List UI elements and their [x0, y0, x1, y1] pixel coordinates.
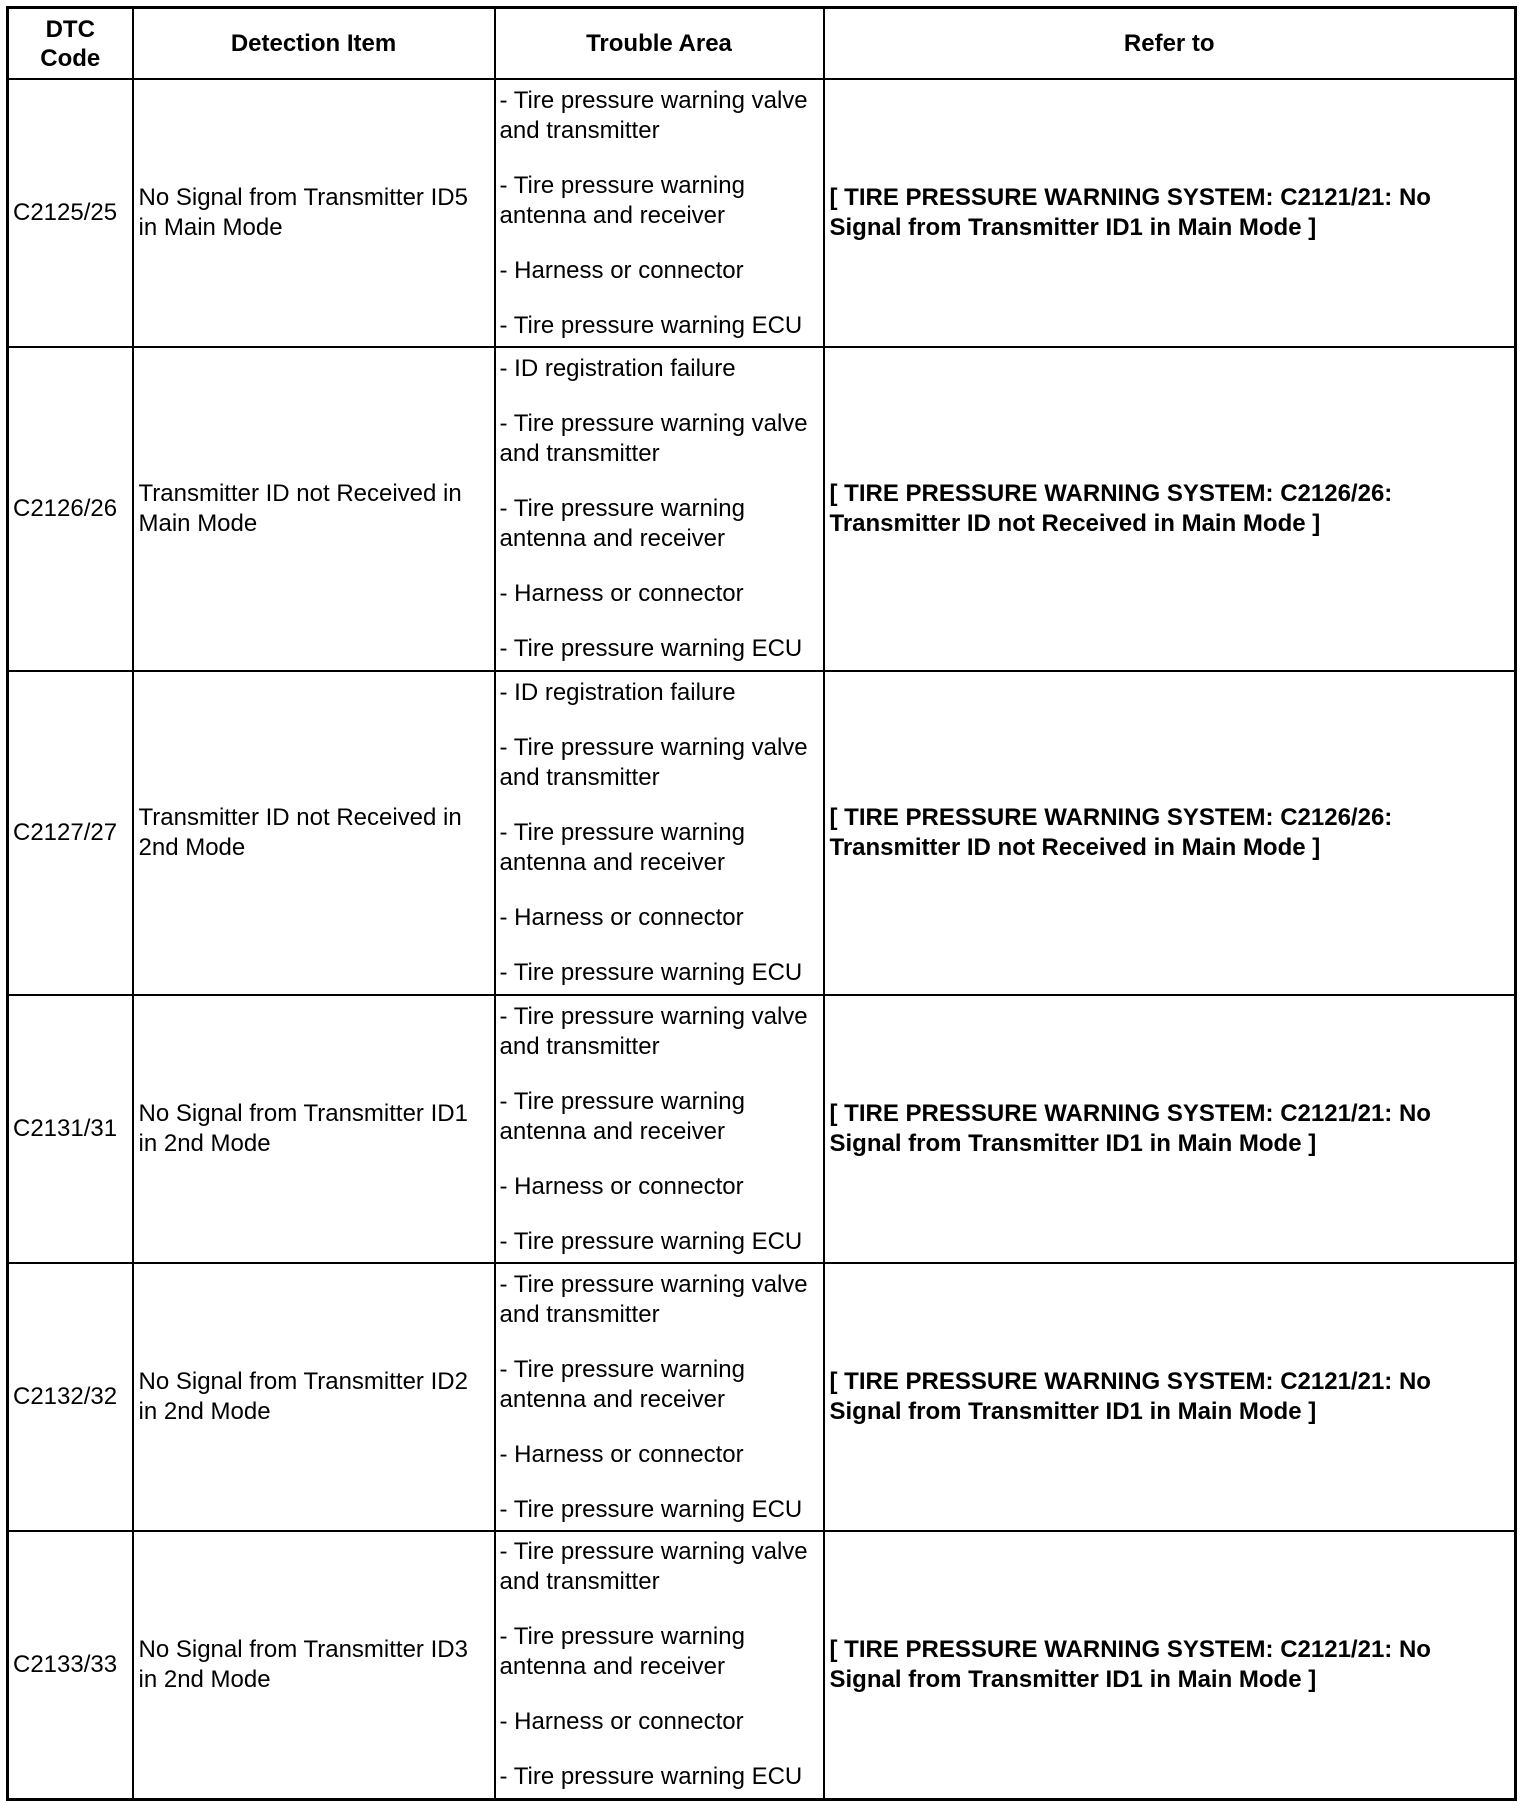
trouble-area-item: - Tire pressure warning ECU [499, 635, 803, 662]
trouble-area-item: - Tire pressure warning antenna and receiver [499, 495, 745, 552]
detection-item-cell: Transmitter ID not Received in 2nd Mode [133, 671, 495, 995]
trouble-area-item: - Tire pressure warning ECU [499, 1227, 803, 1255]
refer-to-link[interactable]: [ TIRE PRESSURE WARNING SYSTEM: C2121/21: No Signal from Transmitter ID1 in Main Mode ] [824, 79, 1516, 347]
refer-to-link[interactable]: [ TIRE PRESSURE WARNING SYSTEM: C2121/21: No Signal from Transmitter ID1 in Main Mode ] [824, 995, 1516, 1263]
dtc-code-cell: C2133/33 [8, 1531, 133, 1799]
header-detection-item: Detection Item [133, 8, 495, 80]
trouble-area-item: - Tire pressure warning valve and transmitter [499, 1002, 808, 1060]
trouble-area-cell [495, 1263, 824, 1531]
dtc-code-cell: C2125/25 [8, 79, 133, 347]
trouble-area-cell [495, 671, 824, 995]
trouble-area-cell [495, 79, 824, 347]
trouble-area-item: - Harness or connector [499, 1440, 744, 1468]
refer-to-link[interactable]: [ TIRE PRESSURE WARNING SYSTEM: C2121/21: No Signal from Transmitter ID1 in Main Mode ] [824, 1263, 1516, 1531]
header-trouble-area: Trouble Area [495, 8, 824, 80]
trouble-area-item: - Tire pressure warning valve and transmitter [499, 1270, 808, 1328]
table-row [8, 995, 1516, 1263]
trouble-area-item: - Tire pressure warning ECU [499, 1763, 803, 1791]
table-row [8, 671, 1516, 995]
trouble-area-item: - Tire pressure warning valve and transmitter [499, 1538, 808, 1596]
trouble-area-item: - Harness or connector [499, 256, 744, 284]
trouble-area-cell [495, 347, 824, 671]
trouble-area-item: - Harness or connector [499, 1708, 744, 1736]
trouble-area-item: - Harness or connector [499, 904, 744, 931]
dtc-code-cell: C2131/31 [8, 995, 133, 1263]
header-dtc-code: DTC Code [8, 8, 133, 80]
dtc-code-cell: C2126/26 [8, 347, 133, 671]
detection-item-cell: No Signal from Transmitter ID5 in Main Mode [133, 79, 495, 347]
trouble-area-item: - Tire pressure warning antenna and receiver [499, 1087, 745, 1145]
trouble-area-item: - Harness or connector [499, 580, 744, 607]
dtc-code-cell: C2132/32 [8, 1263, 133, 1531]
trouble-area-item: - ID registration failure [499, 679, 736, 706]
detection-item-cell: No Signal from Transmitter ID2 in 2nd Mode [133, 1263, 495, 1531]
refer-to-link[interactable]: [ TIRE PRESSURE WARNING SYSTEM: C2121/21: No Signal from Transmitter ID1 in Main Mode ] [824, 1531, 1516, 1799]
header-refer-to: Refer to [824, 8, 1516, 80]
trouble-area-item: - Tire pressure warning antenna and receiver [499, 1623, 745, 1681]
table-row [8, 1531, 1516, 1799]
table-row [8, 1263, 1516, 1531]
header-row [8, 8, 1516, 80]
trouble-area-cell [495, 995, 824, 1263]
trouble-area-item: - Tire pressure warning antenna and receiver [499, 1355, 745, 1413]
table-row [8, 79, 1516, 347]
trouble-area-item: - Harness or connector [499, 1172, 744, 1200]
refer-to-link[interactable]: [ TIRE PRESSURE WARNING SYSTEM: C2126/26: Transmitter ID not Received in Main Mode ] [824, 347, 1516, 671]
trouble-area-item: - Tire pressure warning valve and transmitter [499, 734, 808, 791]
trouble-area-item: - Tire pressure warning ECU [499, 959, 803, 986]
detection-item-cell: No Signal from Transmitter ID3 in 2nd Mode [133, 1531, 495, 1799]
trouble-area-item: - Tire pressure warning valve and transmitter [499, 410, 808, 467]
refer-to-link[interactable]: [ TIRE PRESSURE WARNING SYSTEM: C2126/26: Transmitter ID not Received in Main Mode ] [824, 671, 1516, 995]
dtc-table [6, 6, 1517, 1801]
trouble-area-item: - Tire pressure warning valve and transmitter [499, 86, 808, 144]
table-row [8, 347, 1516, 671]
detection-item-cell: Transmitter ID not Received in Main Mode [133, 347, 495, 671]
dtc-code-cell: C2127/27 [8, 671, 133, 995]
trouble-area-item: - Tire pressure warning antenna and receiver [499, 819, 745, 876]
detection-item-cell: No Signal from Transmitter ID1 in 2nd Mode [133, 995, 495, 1263]
trouble-area-item: - Tire pressure warning antenna and receiver [499, 171, 745, 229]
trouble-area-item: - ID registration failure [499, 355, 736, 382]
trouble-area-cell [495, 1531, 824, 1799]
trouble-area-item: - Tire pressure warning ECU [499, 1495, 803, 1523]
trouble-area-item: - Tire pressure warning ECU [499, 311, 803, 339]
